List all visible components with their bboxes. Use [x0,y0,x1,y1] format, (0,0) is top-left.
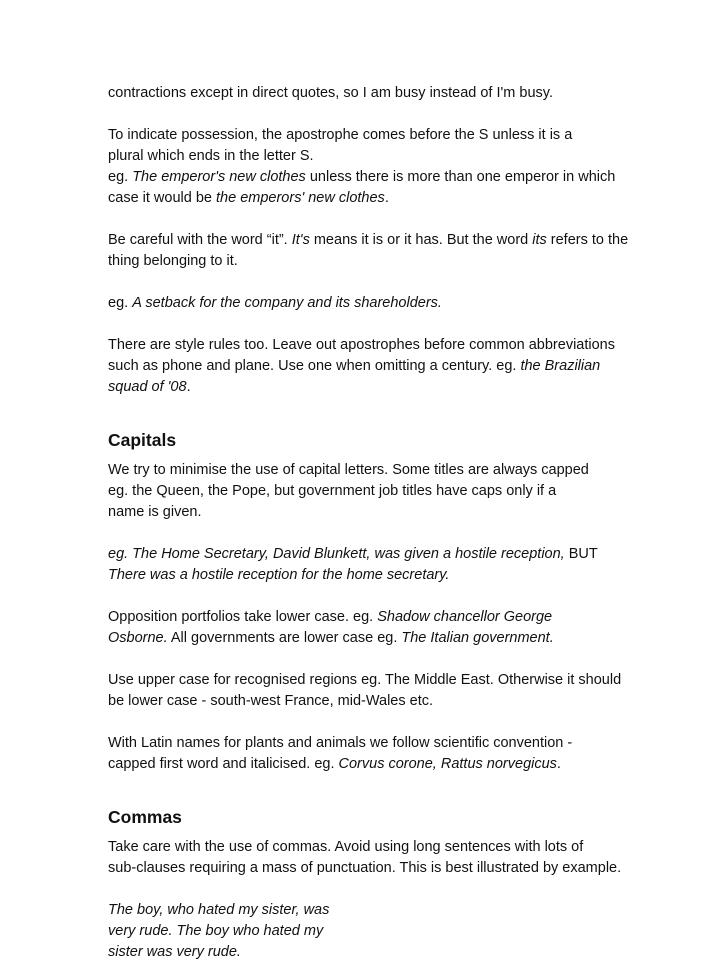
paragraph-line: be lower case - south-west France, mid-Wales etc. [108,693,434,709]
text-run: Be careful with the word “it”. [108,232,292,248]
italic-example: The emperor's new clothes [132,169,306,185]
paragraph-line [108,628,628,649]
text-run: BUT [564,546,598,562]
text-run: means it is or it has. But the word [309,232,533,248]
paragraph-line [108,188,628,209]
paragraph-line [108,942,628,963]
paragraph-line [108,754,628,775]
document-page [108,83,628,963]
italic-example: squad of '08 [108,379,187,395]
paragraph-line [108,293,628,314]
text-run: eg. [108,295,133,311]
paragraph-line [108,921,628,942]
paragraph-line: sub-clauses requiring a mass of punctuation. This is best illustrated by example. [108,860,622,876]
paragraph-line: plural which ends in the letter S. [108,148,314,164]
italic-example: its [532,232,547,248]
paragraph-line [108,167,628,188]
paragraph-line [108,607,628,628]
paragraph-line: eg. the Queen, the Pope, but government job titles have caps only if a [108,483,557,499]
paragraph-line: Use upper case for recognised regions eg. The Middle East. Otherwise it should [108,672,622,688]
italic-example: There was a hostile reception for the home secretary. [108,567,450,583]
paragraph-line: Take care with the use of commas. Avoid using long sentences with lots of [108,839,584,855]
paragraph-line: There are style rules too. Leave out apostrophes before common abbreviations [108,337,615,353]
text-run: unless there is more than one emperor in which [305,169,616,185]
text-run: refers to the [546,232,629,248]
paragraph-line [108,900,628,921]
section-heading-commas: Commas [108,807,182,827]
paragraph-line [108,230,628,251]
text-run: eg. [108,169,133,185]
paragraph-line: With Latin names for plants and animals we follow scientific convention - [108,735,573,751]
paragraph-line [108,544,628,565]
paragraph-line [108,377,628,398]
italic-example: Corvus corone, Rattus norvegicus [338,756,557,772]
paragraph-line [108,565,628,586]
paragraph-line: contractions except in direct quotes, so I am busy instead of I'm busy. [108,85,553,101]
paragraph-line: We try to minimise the use of capital letters. Some titles are always capped [108,462,589,478]
text-run: capped first word and italicised. eg. [108,756,339,772]
text-run: such as phone and plane. Use one when omitting a century. eg. [108,358,521,374]
paragraph-line: thing belonging to it. [108,253,238,269]
italic-example: sister was very rude. [108,944,241,960]
paragraph-line [108,356,628,377]
italic-example: The boy, who hated my sister, was [108,902,330,918]
text-run: . [556,756,561,772]
text-run: All governments are lower case eg. [167,630,402,646]
text-run: Opposition portfolios take lower case. eg. [108,609,378,625]
text-run: . [384,190,389,206]
paragraph-line: To indicate possession, the apostrophe comes before the S unless it is a [108,127,573,143]
italic-example: eg. The Home Secretary, David Blunkett, was given a hostile reception, [108,546,565,562]
italic-example: the Brazilian [520,358,601,374]
paragraph-line: name is given. [108,504,202,520]
text-run: case it would be [108,190,217,206]
text-run: . [186,379,191,395]
italic-example: the emperors' new clothes [216,190,385,206]
italic-example: The Italian government. [401,630,554,646]
italic-example: It's [291,232,310,248]
section-heading-capitals: Capitals [108,430,177,450]
italic-example: Shadow chancellor George [377,609,553,625]
italic-example: A setback for the company and its shareholders. [132,295,442,311]
italic-example: very rude. The boy who hated my [108,923,324,939]
italic-example: Osborne. [108,630,168,646]
